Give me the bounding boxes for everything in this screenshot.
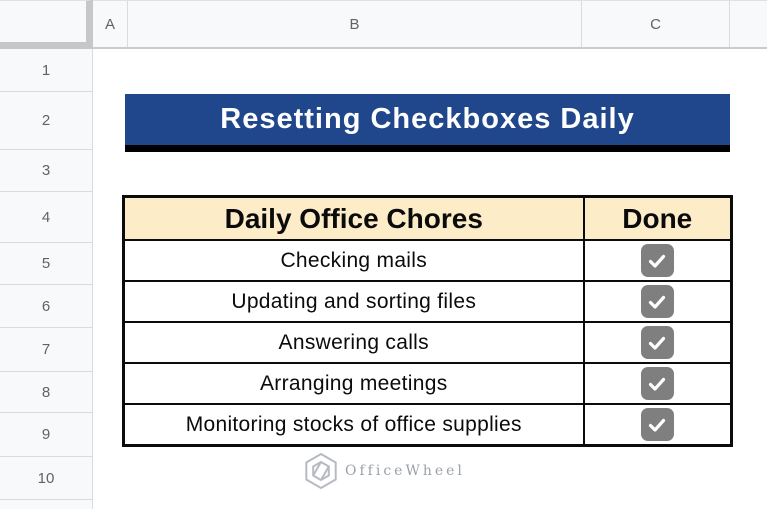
table-row xyxy=(124,240,732,281)
column-header-b[interactable]: B xyxy=(128,1,582,47)
done-cell[interactable] xyxy=(584,240,732,281)
done-cell[interactable] xyxy=(584,363,732,404)
checkbox-checked[interactable] xyxy=(641,367,674,400)
row-header-7[interactable]: 7 xyxy=(0,328,92,372)
done-cell[interactable] xyxy=(584,281,732,322)
checkbox-checked[interactable] xyxy=(641,244,674,277)
column-header-partial[interactable] xyxy=(730,1,767,47)
checkmark-icon xyxy=(645,372,669,396)
checkmark-icon xyxy=(645,413,669,437)
table-row xyxy=(124,404,732,446)
checkmark-icon xyxy=(645,249,669,273)
table-row xyxy=(124,363,732,404)
checkbox-checked[interactable] xyxy=(641,326,674,359)
title-banner-text: Resetting Checkboxes Daily xyxy=(220,103,635,135)
checkmark-icon xyxy=(645,290,669,314)
done-cell[interactable] xyxy=(584,322,732,363)
row-header-5[interactable]: 5 xyxy=(0,243,92,285)
chore-cell[interactable]: Monitoring stocks of office supplies xyxy=(124,404,584,446)
done-cell[interactable] xyxy=(584,404,732,446)
watermark-brand-text: OfficeWheel xyxy=(345,463,465,479)
checkbox-checked[interactable] xyxy=(641,408,674,441)
column-header-c[interactable]: C xyxy=(582,1,730,47)
row-header-10[interactable]: 10 xyxy=(0,457,92,500)
column-header-a[interactable]: A xyxy=(93,1,128,47)
checkbox-checked[interactable] xyxy=(641,285,674,318)
row-header-6[interactable]: 6 xyxy=(0,285,92,328)
row-header-strip xyxy=(0,49,93,509)
watermark xyxy=(303,452,465,490)
table-row xyxy=(124,281,732,322)
hexagon-logo-icon xyxy=(303,452,339,490)
table-header-row xyxy=(124,197,732,241)
select-all-corner[interactable] xyxy=(0,0,93,49)
column-header-strip xyxy=(93,0,767,49)
row-header-3[interactable]: 3 xyxy=(0,150,92,192)
chore-cell[interactable]: Updating and sorting files xyxy=(124,281,584,322)
row-header-2[interactable]: 2 xyxy=(0,92,92,150)
row-header-8[interactable]: 8 xyxy=(0,372,92,413)
title-banner[interactable] xyxy=(125,94,730,152)
chore-cell[interactable]: Answering calls xyxy=(124,322,584,363)
done-header-cell[interactable]: Done xyxy=(584,197,732,241)
chores-table xyxy=(122,195,733,447)
chore-cell[interactable]: Arranging meetings xyxy=(124,363,584,404)
row-header-9[interactable]: 9 xyxy=(0,413,92,457)
row-header-1[interactable]: 1 xyxy=(0,49,92,92)
checkmark-icon xyxy=(645,331,669,355)
chores-header-cell[interactable]: Daily Office Chores xyxy=(124,197,584,241)
chore-cell[interactable]: Checking mails xyxy=(124,240,584,281)
row-header-4[interactable]: 4 xyxy=(0,192,92,243)
table-row xyxy=(124,322,732,363)
